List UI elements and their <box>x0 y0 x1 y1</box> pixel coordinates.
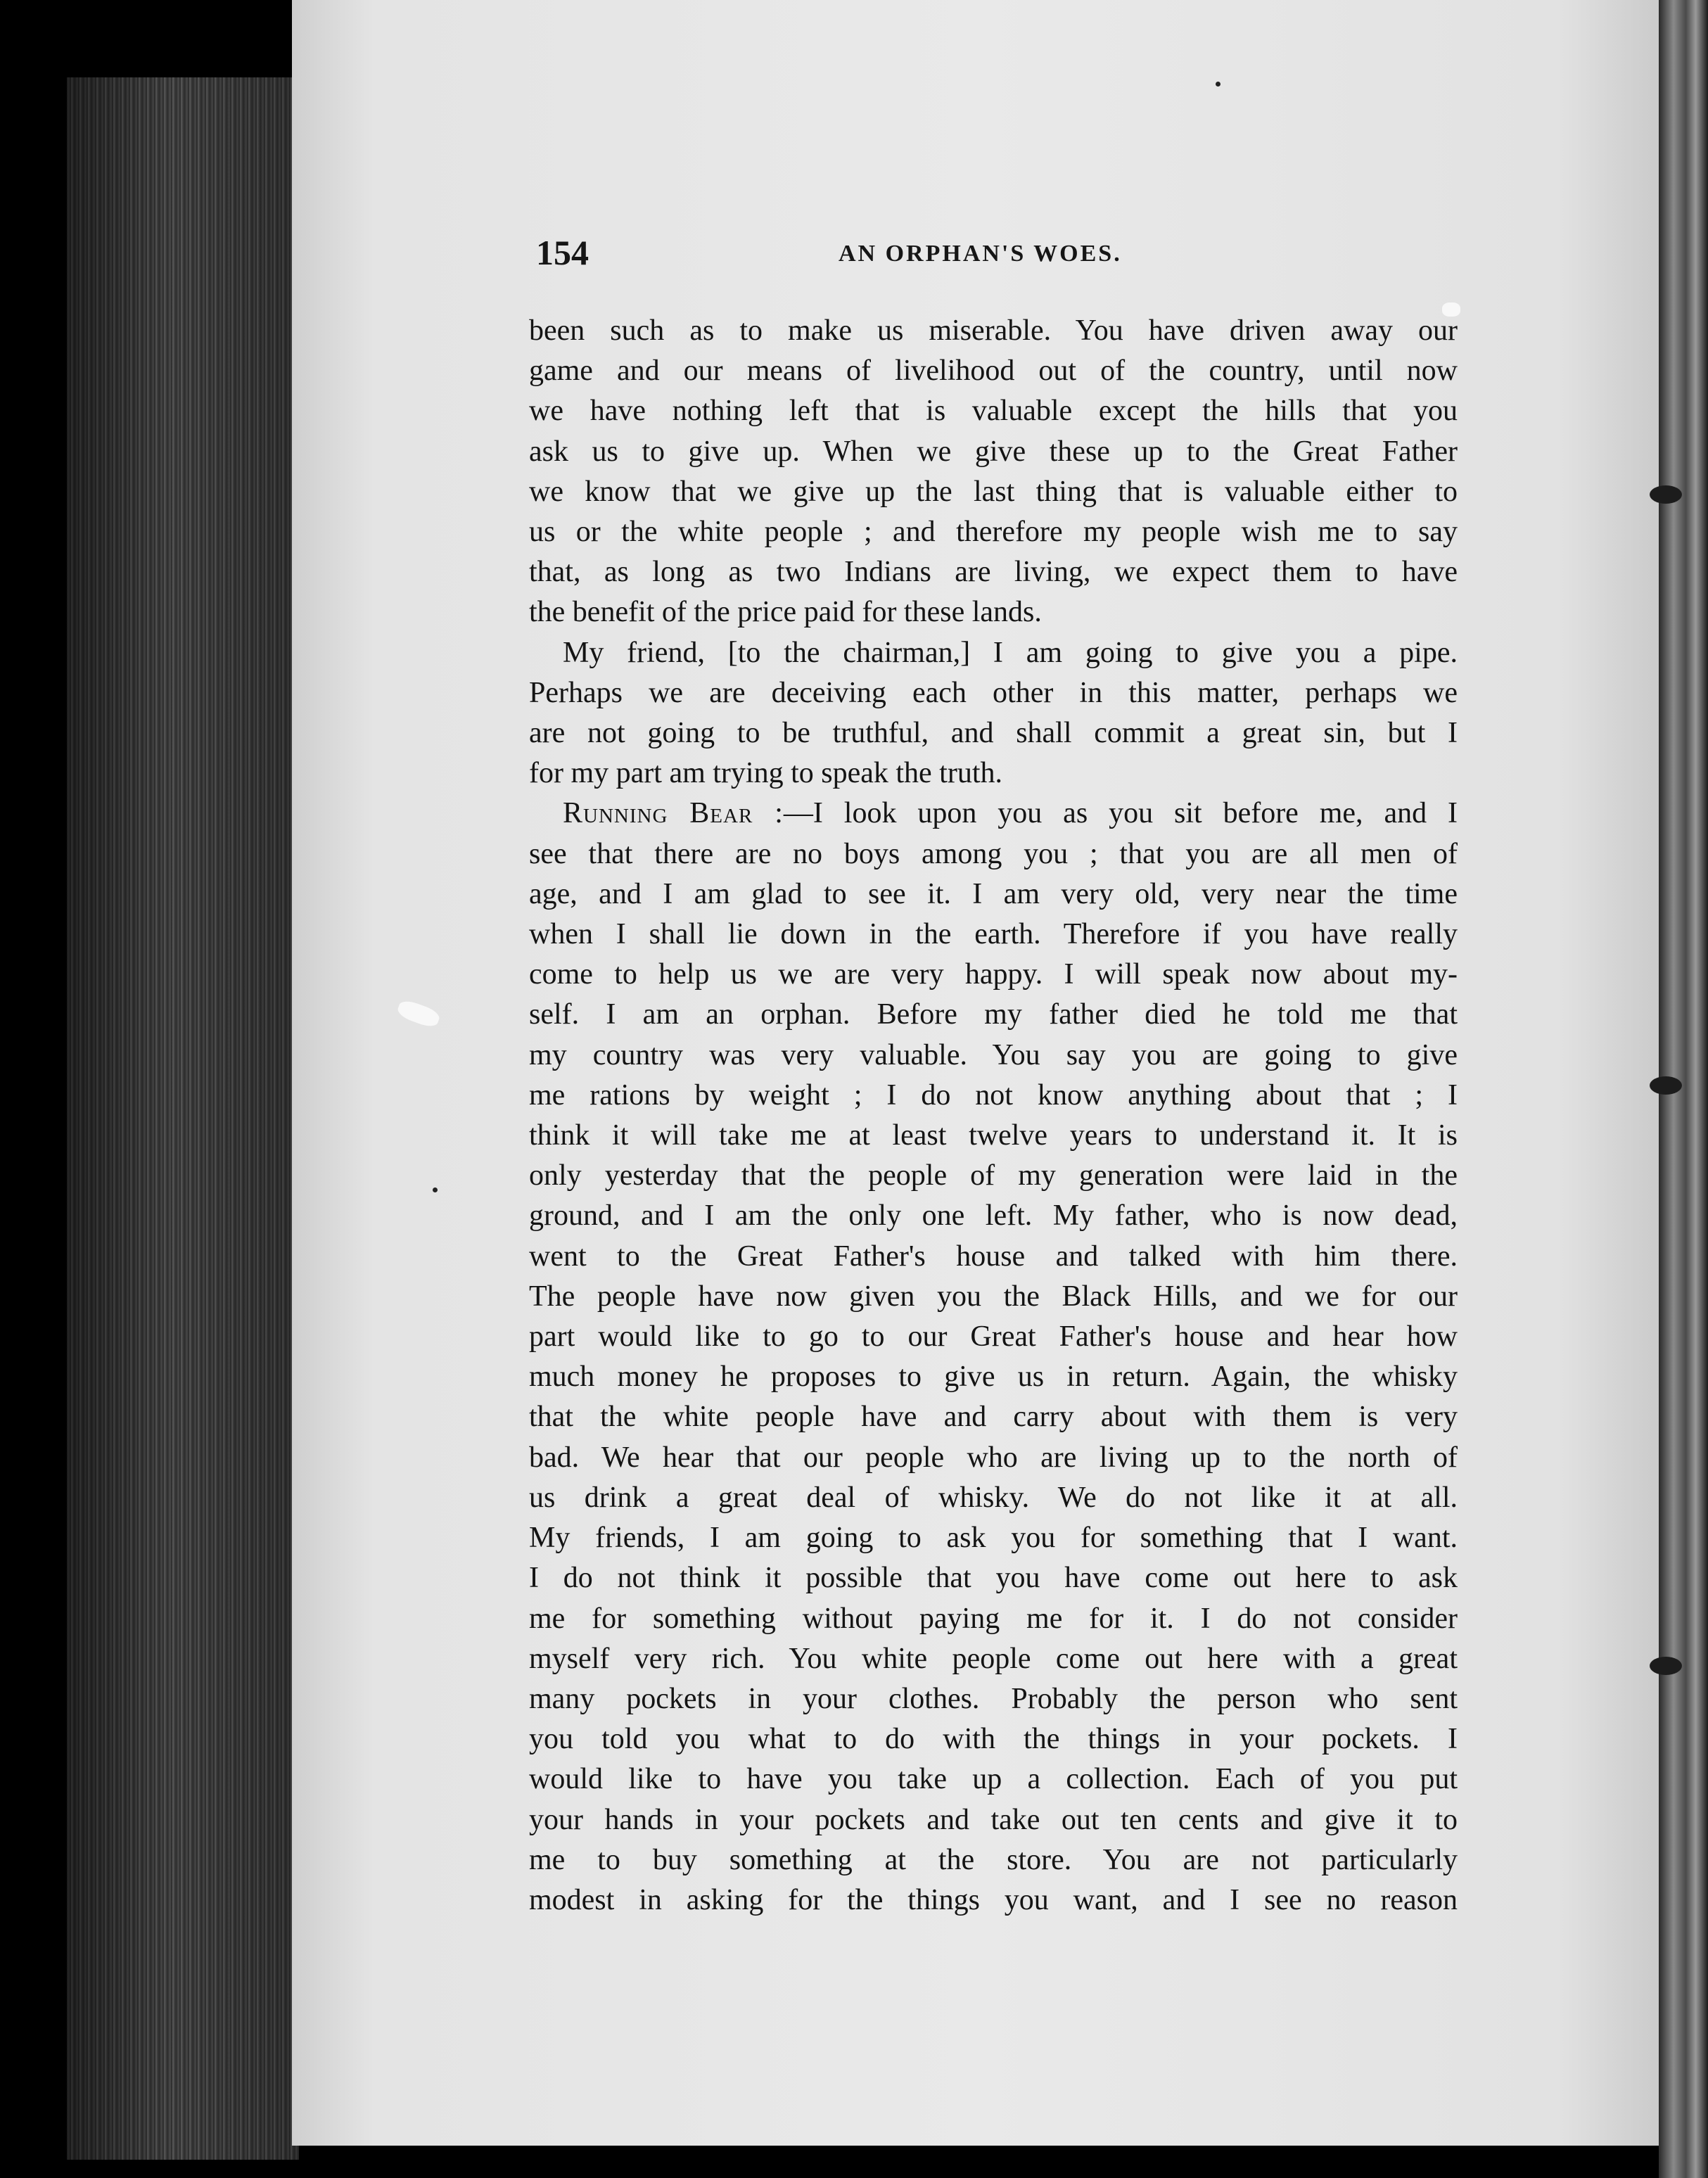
text-line: much money he proposes to give us in return. Again, the whisky <box>529 1361 1458 1394</box>
text-line: me to buy something at the store. You are not particularly <box>529 1843 1458 1876</box>
text-line: been such as to make us miserable. You have driven away our <box>529 314 1458 347</box>
text-line: ask us to give up. When we give these up to the Great Father <box>529 435 1458 468</box>
text-line: for my part am trying to speak the truth. <box>529 757 1003 790</box>
text-line: My friend, [to the chairman,] I am going to give you a pipe. <box>563 636 1458 669</box>
speaker-name: Running Bear : <box>563 797 784 830</box>
speech-opening-line <box>529 794 1458 834</box>
page-number: 154 <box>536 233 589 272</box>
text-line-fragment: —I look upon you as you sit before me, and I <box>783 797 1458 830</box>
text-line: would like to have you take up a collection. Each of you put <box>529 1763 1458 1796</box>
running-head: AN ORPHAN'S WOES. <box>839 241 1122 267</box>
text-line: we know that we give up the last thing that is valuable either to <box>529 475 1458 508</box>
text-line: myself very rich. You white people come out here with a great <box>529 1642 1458 1675</box>
ink-speck <box>433 1187 438 1192</box>
text-line: The people have now given you the Black Hills, and we for our <box>529 1280 1458 1313</box>
text-line: only yesterday that the people of my generation were laid in the <box>529 1159 1458 1192</box>
text-line: part would like to go to our Great Father's house and hear how <box>529 1320 1458 1354</box>
text-line: My friends, I am going to ask you for something that I want. <box>529 1522 1458 1555</box>
text-line: the benefit of the price paid for these lands. <box>529 596 1042 629</box>
text-line: ground, and I am the only one left. My father, who is now dead, <box>529 1199 1458 1233</box>
text-line: us or the white people ; and therefore my people wish me to say <box>529 516 1458 549</box>
page-edge-shadow <box>67 77 299 2160</box>
text-line: I do not think it possible that you have come out here to ask <box>529 1562 1458 1595</box>
text-line: self. I am an orphan. Before my father died he told me that <box>529 998 1458 1031</box>
text-line: me for something without paying me for it. I do not consider <box>529 1602 1458 1635</box>
text-line: game and our means of livelihood out of the country, until now <box>529 355 1458 388</box>
binding-stitch <box>1650 1076 1682 1095</box>
text-line: went to the Great Father's house and talked with him there. <box>529 1240 1458 1273</box>
text-line: my country was very valuable. You say you are going to give <box>529 1038 1458 1071</box>
page-header <box>536 232 1451 274</box>
text-line: me rations by weight ; I do not know anything about that ; I <box>529 1078 1458 1112</box>
text-line: think it will take me at least twelve years to understand it. It is <box>529 1119 1458 1152</box>
text-line: come to help us we are very happy. I will speak now about my- <box>529 958 1458 991</box>
text-line: age, and I am glad to see it. I am very old, very near the time <box>529 877 1458 910</box>
text-line: your hands in your pockets and take out ten cents and give it to <box>529 1803 1458 1836</box>
text-line: when I shall lie down in the earth. Therefore if you have really <box>529 918 1458 951</box>
text-line: modest in asking for the things you want, and I see no reason <box>529 1883 1458 1916</box>
text-line: Perhaps we are deceiving each other in this matter, perhaps we <box>529 676 1458 709</box>
text-line: many pockets in your clothes. Probably the person who sent <box>529 1682 1458 1715</box>
text-line: are not going to be truthful, and shall commit a great sin, but I <box>529 717 1458 750</box>
text-line: that the white people have and carry about with them is very <box>529 1401 1458 1434</box>
text-line: bad. We hear that our people who are living up to the north of <box>529 1441 1458 1474</box>
text-line: us drink a great deal of whisky. We do not like it at all. <box>529 1481 1458 1514</box>
binding-stitch <box>1650 1657 1682 1675</box>
body-text <box>529 311 1458 1921</box>
text-line: see that there are no boys among you ; that you are all men of <box>529 837 1458 870</box>
binding-stitch <box>1650 485 1682 504</box>
text-line: we have nothing left that is valuable except the hills that you <box>529 395 1458 428</box>
ink-speck <box>1216 82 1221 87</box>
text-line: that, as long as two Indians are living, we expect them to have <box>529 556 1458 589</box>
text-line: you told you what to do with the things in your pockets. I <box>529 1723 1458 1756</box>
